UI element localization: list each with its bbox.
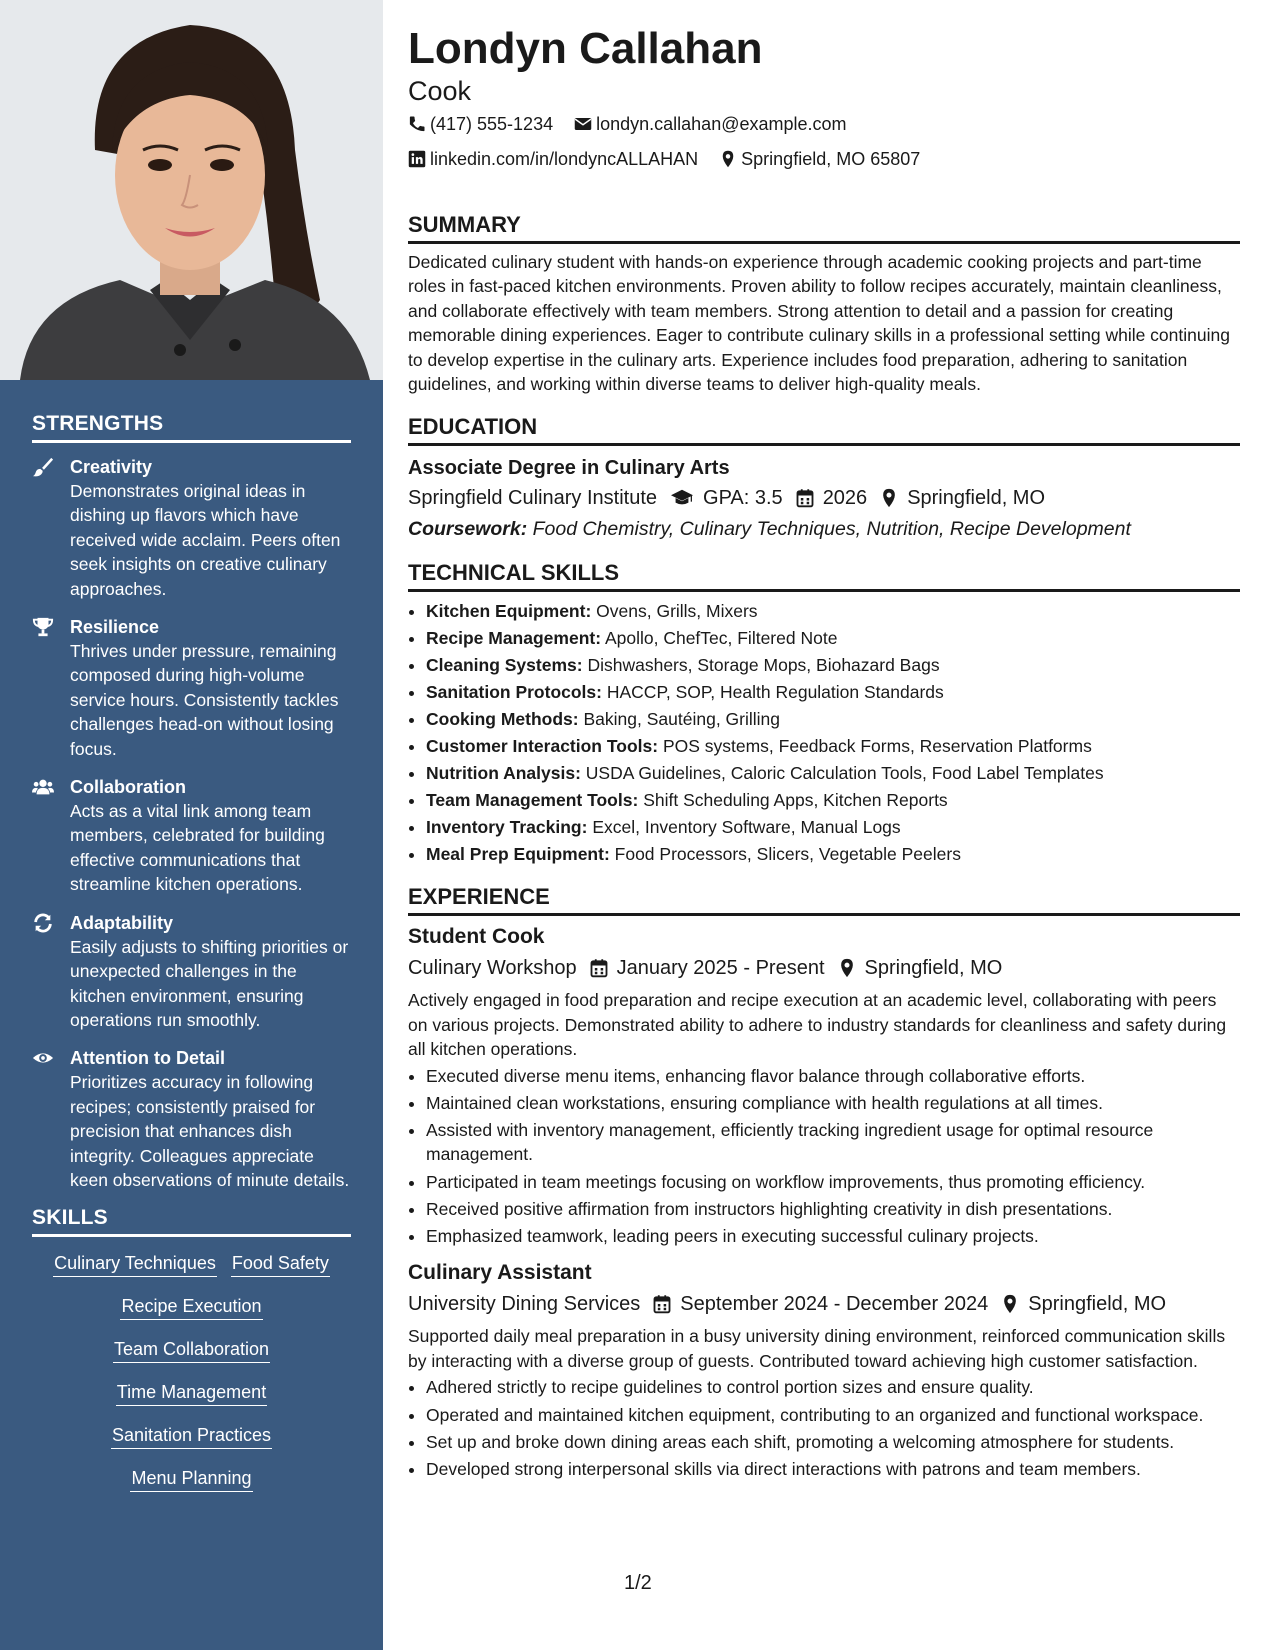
job-location: [1000, 1288, 1166, 1320]
summary-heading: SUMMARY: [408, 212, 1240, 244]
skill-value: Shift Scheduling Apps, Kitchen Reports: [643, 790, 948, 811]
job-bullets: [408, 1064, 1240, 1249]
email-text: londyn.callahan@example.com: [596, 114, 847, 134]
job-company: [408, 1288, 640, 1320]
list-item: • Executed diverse menu items, enhancing flavor balance through collaborative efforts.: [426, 1064, 1240, 1088]
education-year: [795, 482, 868, 514]
job-summary: Supported daily meal preparation in a busy university dining environment, reinforced communication skills by interacting with a diverse group of guests. Contributed toward achieving high customer satisfaction.: [408, 1326, 1226, 1371]
strength-item-collaboration: [32, 775, 351, 897]
list-item: • Operated and maintained kitchen equipment, contributing to an organized and functional workspace.: [426, 1403, 1240, 1427]
skill-tag: Team Collaboration: [113, 1337, 270, 1363]
job-location-text: Springfield, MO: [1028, 1293, 1167, 1316]
envelope-icon: [574, 115, 592, 133]
sidebar: [0, 0, 383, 1650]
list-item: • Developed strong interpersonal skills via direct interactions with patrons and team members.: [426, 1457, 1240, 1481]
main-content: [408, 0, 1240, 1484]
company-text: Culinary Workshop: [408, 957, 577, 980]
gpa-text: GPA: 3.5: [703, 487, 783, 510]
education-school: [408, 482, 657, 514]
strength-description: Demonstrates original ideas in dishing up flavors which have received wide acclaim. Peers often seek insights on creative culinary approaches.: [70, 481, 341, 599]
education-gpa: [669, 482, 783, 514]
job-dates: [589, 952, 825, 984]
candidate-name: Londyn Callahan: [408, 24, 763, 73]
job-meta: [408, 952, 1240, 984]
list-item: [426, 625, 1240, 652]
job-summary: Actively engaged in food preparation and recipe execution at an academic level, collaborating with peers on various projects. Demonstrated ability to adhere to industry standards for cleanliness and safety during all kitchen operations.: [408, 990, 1227, 1060]
contact-email[interactable]: [574, 108, 846, 140]
skill-tags: [32, 1249, 351, 1492]
map-pin-icon: [719, 150, 737, 168]
list-item: • Participated in team meetings focusing on workflow improvements, thus promoting efficiency.: [426, 1170, 1240, 1194]
job-entry-culinary-assistant: [408, 1258, 1240, 1481]
job-location-text: Springfield, MO: [864, 957, 1003, 980]
map-pin-icon: [837, 958, 857, 978]
skill-value: Ovens, Grills, Mixers: [596, 601, 758, 622]
company-text: University Dining Services: [408, 1293, 641, 1316]
list-item: [426, 841, 1240, 868]
skill-label: Nutrition Analysis:: [426, 763, 581, 784]
eye-icon: [32, 1047, 54, 1069]
skill-label: Recipe Management:: [426, 628, 602, 649]
coursework-label: Coursework:: [408, 518, 528, 541]
skill-tag: Menu Planning: [130, 1466, 252, 1492]
skill-label: Team Management Tools:: [426, 790, 639, 811]
strength-item-resilience: [32, 615, 351, 761]
candidate-role: Cook: [408, 76, 472, 106]
skill-label: Inventory Tracking:: [426, 817, 588, 838]
phone-icon: [408, 115, 426, 133]
skill-value: Excel, Inventory Software, Manual Logs: [592, 817, 901, 838]
education-location: [879, 482, 1045, 514]
technical-skills-heading: TECHNICAL SKILLS: [408, 560, 1240, 592]
education-heading: EDUCATION: [408, 414, 1240, 446]
profile-photo-illustration: [0, 0, 383, 380]
sync-icon: [32, 912, 54, 934]
list-item: • Maintained clean workstations, ensuring compliance with health regulations at all times.: [426, 1091, 1240, 1115]
list-item: • Set up and broke down dining areas each shift, promoting a welcoming atmosphere for students.: [426, 1430, 1240, 1454]
experience-heading: EXPERIENCE: [408, 884, 1240, 916]
strength-title: Creativity: [70, 457, 153, 477]
calendar-icon: [589, 958, 609, 978]
year-text: 2026: [822, 487, 868, 510]
dates-text: September 2024 - December 2024: [680, 1293, 989, 1316]
strength-description: Acts as a vital link among team members, celebrated for building effective communications that streamline kitchen operations.: [70, 801, 325, 895]
school-name: Springfield Culinary Institute: [408, 487, 658, 510]
education-coursework: [408, 514, 1240, 544]
sidebar-content: [32, 412, 351, 1509]
skill-tag: Culinary Techniques: [53, 1251, 217, 1277]
skill-value: USDA Guidelines, Caloric Calculation Tools, Food Label Templates: [585, 763, 1104, 784]
dates-text: January 2025 - Present: [616, 957, 825, 980]
contact-row-1: [408, 108, 1240, 143]
contact-row-2: [408, 143, 1240, 178]
skill-label: Sanitation Protocols:: [426, 682, 602, 703]
list-item: [426, 760, 1240, 787]
skill-value: Apollo, ChefTec, Filtered Note: [604, 628, 838, 649]
calendar-icon: [795, 488, 815, 508]
strength-item-attention-to-detail: [32, 1046, 351, 1192]
strength-description: Thrives under pressure, remaining composed during high-volume service hours. Consistently tackles challenges head-on without losing focus.: [70, 641, 339, 759]
job-title: Culinary Assistant: [408, 1261, 592, 1285]
skill-value: POS systems, Feedback Forms, Reservation Platforms: [662, 736, 1092, 757]
skill-tag: Sanitation Practices: [111, 1423, 272, 1449]
strength-item-adaptability: [32, 911, 351, 1033]
strength-title: Collaboration: [70, 777, 186, 798]
skill-tag: Recipe Execution: [120, 1294, 262, 1320]
profile-photo: [0, 0, 383, 380]
contact-linkedin[interactable]: [408, 143, 698, 175]
skill-value: Baking, Sautéing, Grilling: [583, 709, 780, 730]
skill-tag: Time Management: [116, 1380, 267, 1406]
contact-phone[interactable]: [408, 108, 553, 140]
job-title: Student Cook: [408, 925, 545, 949]
page-number: 1/2: [624, 1572, 652, 1594]
list-item: • Adhered strictly to recipe guidelines to control portion sizes and ensure quality.: [426, 1375, 1240, 1399]
skill-tag: Food Safety: [231, 1251, 330, 1277]
skill-value: Food Processors, Slicers, Vegetable Peelers: [614, 844, 961, 865]
education-location-text: Springfield, MO: [907, 487, 1046, 510]
paintbrush-icon: [32, 456, 54, 478]
graduation-cap-icon: [669, 487, 695, 509]
linkedin-text: linkedin.com/in/londyncALLAHAN: [430, 149, 699, 169]
strength-title: Adaptability: [70, 912, 174, 933]
summary-text: Dedicated culinary student with hands-on experience through academic cooking projects and part-time roles in fast-paced kitchen environments. Proven ability to follow recipes accurately, maintain cleanliness, and collaborate effectively with team members. Strong attention to detail and a passion for creating memorable dining experiences. Eager to contribute culinary skills in a professional setting while continuing to develop expertise in the culinary arts. Experience includes food preparation, adhering to sanitation guidelines, and working within diverse teams to deliver high-quality meals.: [408, 252, 1230, 395]
skill-label: Kitchen Equipment:: [426, 601, 592, 622]
technical-skills-list: [408, 598, 1240, 868]
phone-text: (417) 555-1234: [430, 114, 554, 134]
job-company: [408, 952, 577, 984]
education-degree: Associate Degree in Culinary Arts: [408, 457, 730, 480]
map-pin-icon: [1000, 1294, 1020, 1314]
list-item: [426, 814, 1240, 841]
job-bullets: [408, 1375, 1240, 1481]
education-meta: [408, 482, 1240, 514]
skill-label: Cleaning Systems:: [426, 655, 583, 676]
strength-title: Resilience: [70, 617, 160, 638]
job-location: [837, 952, 1003, 984]
skill-label: Meal Prep Equipment:: [426, 844, 610, 865]
linkedin-icon: [408, 150, 426, 168]
list-item: • Received positive affirmation from instructors highlighting creativity in dish presentations.: [426, 1197, 1240, 1221]
map-pin-icon: [879, 488, 899, 508]
location-text: Springfield, MO 65807: [741, 149, 921, 169]
list-item: [426, 598, 1240, 625]
list-item: • Assisted with inventory management, efficiently tracking ingredient usage for optimal resource management.: [426, 1118, 1240, 1167]
strength-description: Easily adjusts to shifting priorities or unexpected challenges in the kitchen environment, ensuring operations run smoothly.: [70, 936, 349, 1030]
job-meta: [408, 1288, 1240, 1320]
list-item: [426, 733, 1240, 760]
strength-title: Attention to Detail: [70, 1048, 225, 1069]
list-item: [426, 679, 1240, 706]
strength-item-creativity: [32, 455, 351, 601]
coursework-text: Food Chemistry, Culinary Techniques, Nutrition, Recipe Development: [532, 518, 1131, 541]
job-entry-student-cook: [408, 922, 1240, 1248]
strength-description: Prioritizes accuracy in following recipes; consistently praised for precision that enhances dish integrity. Colleagues appreciate keen observations of minute details.: [70, 1072, 350, 1190]
list-item: [426, 787, 1240, 814]
trophy-icon: [32, 616, 54, 638]
calendar-icon: [652, 1294, 672, 1314]
list-item: [426, 706, 1240, 733]
users-icon: [32, 776, 54, 798]
skills-heading: SKILLS: [32, 1206, 351, 1237]
skill-value: HACCP, SOP, Health Regulation Standards: [606, 682, 944, 703]
list-item: • Emphasized teamwork, leading peers in executing successful culinary projects.: [426, 1224, 1240, 1248]
job-dates: [652, 1288, 988, 1320]
strengths-heading: STRENGTHS: [32, 412, 351, 443]
list-item: [426, 652, 1240, 679]
contact-location: [719, 143, 920, 175]
skill-label: Cooking Methods:: [426, 709, 579, 730]
skill-label: Customer Interaction Tools:: [426, 736, 659, 757]
skill-value: Dishwashers, Storage Mops, Biohazard Bags: [587, 655, 940, 676]
